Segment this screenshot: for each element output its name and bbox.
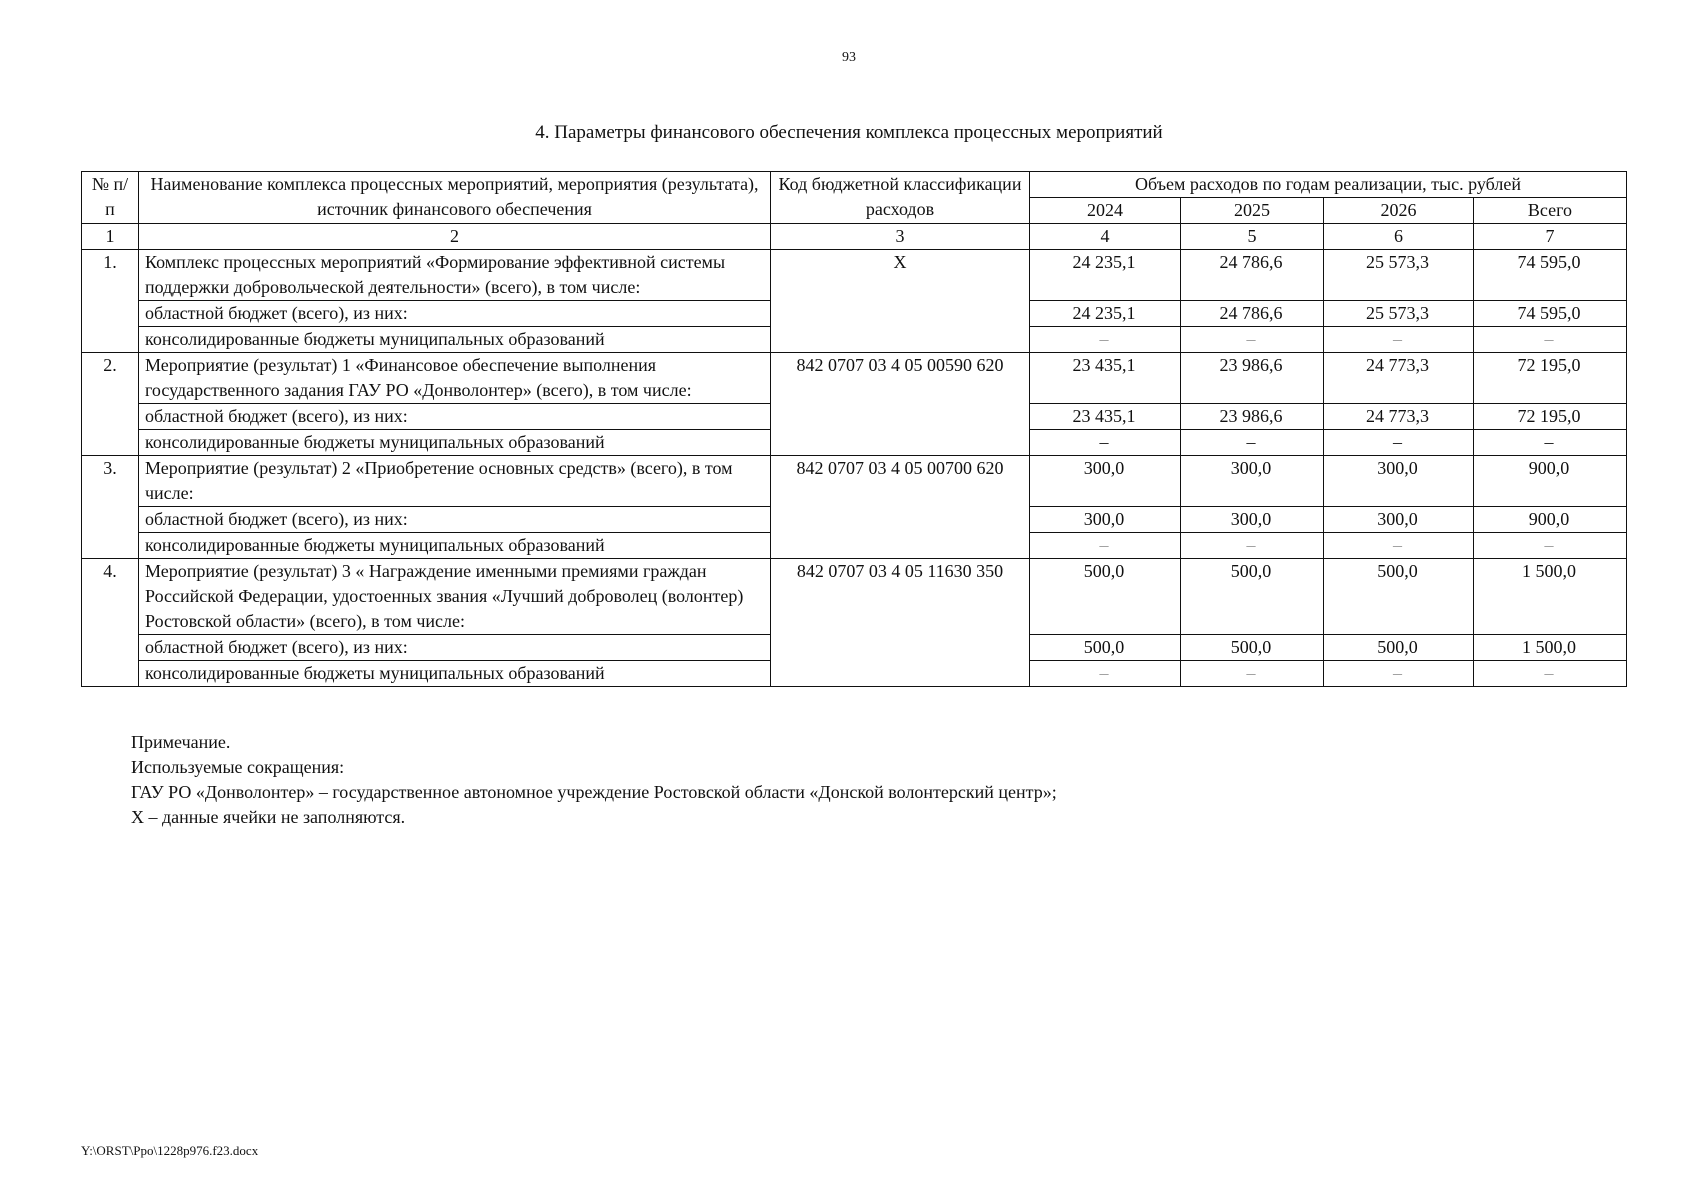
value-2025: – (1181, 661, 1324, 687)
header-year-2026: 2026 (1324, 198, 1474, 224)
notes-heading: Примечание. (131, 732, 231, 752)
section-title: 4. Параметры финансового обеспечения комплекса процессных мероприятий (535, 122, 1163, 143)
col-number: 1 (82, 224, 139, 250)
value-2025: 24 786,6 (1181, 301, 1324, 327)
value-total: 900,0 (1474, 456, 1627, 507)
group-main-row (82, 456, 1627, 507)
value-2025: 23 986,6 (1181, 353, 1324, 404)
row-name: областной бюджет (всего), из них: (139, 404, 771, 430)
header-code: Код бюджетной классификации расходов (771, 172, 1030, 224)
value-2024: 300,0 (1030, 456, 1181, 507)
header-name: Наименование комплекса процессных мероприятий, мероприятия (результата), источник финансового обеспечения (139, 172, 771, 224)
col-number: 7 (1474, 224, 1627, 250)
value-2026: – (1324, 533, 1474, 559)
value-total: – (1474, 661, 1627, 687)
value-2024: 23 435,1 (1030, 404, 1181, 430)
row-name: консолидированные бюджеты муниципальных образований (139, 327, 771, 353)
column-numbers-row (82, 224, 1627, 250)
row-number: 4. (82, 559, 139, 687)
value-2026: 300,0 (1324, 507, 1474, 533)
financial-table (81, 171, 1627, 687)
file-path: Y:\ORST\Ppo\1228p976.f23.docx (81, 1143, 259, 1158)
value-2025: 23 986,6 (1181, 404, 1324, 430)
row-name: Мероприятие (результат) 3 « Награждение именными премиями граждан Российской Федерации, удостоенных звания «Лучший доброволец (волонтер) Ростовской области» (всего), в том числе: (139, 559, 771, 635)
row-name: Мероприятие (результат) 2 «Приобретение основных средств» (всего), в том числе: (139, 456, 771, 507)
col-number: 6 (1324, 224, 1474, 250)
value-2026: 300,0 (1324, 456, 1474, 507)
row-number: 1. (82, 250, 139, 353)
notes (131, 730, 1057, 830)
value-2026: 500,0 (1324, 559, 1474, 635)
row-name: Комплекс процессных мероприятий «Формирование эффективной системы поддержки добровольческой деятельности» (всего), в том числе: (139, 250, 771, 301)
budget-code: 842 0707 03 4 05 00700 620 (771, 456, 1030, 559)
value-2025: – (1181, 430, 1324, 456)
row-number: 3. (82, 456, 139, 559)
value-total: 72 195,0 (1474, 404, 1627, 430)
row-name: консолидированные бюджеты муниципальных образований (139, 430, 771, 456)
page-number: 93 (842, 50, 856, 65)
value-total: 1 500,0 (1474, 635, 1627, 661)
value-2026: – (1324, 430, 1474, 456)
value-2024: – (1030, 661, 1181, 687)
value-2026: 24 773,3 (1324, 353, 1474, 404)
budget-code: 842 0707 03 4 05 00590 620 (771, 353, 1030, 456)
value-2024: – (1030, 327, 1181, 353)
row-name: Мероприятие (результат) 1 «Финансовое обеспечение выполнения государственного задания ГАУ РО «Донволонтер» (всего), в том числе: (139, 353, 771, 404)
value-total: 900,0 (1474, 507, 1627, 533)
col-number: 4 (1030, 224, 1181, 250)
value-2026: 24 773,3 (1324, 404, 1474, 430)
budget-code: 842 0707 03 4 05 11630 350 (771, 559, 1030, 687)
value-2026: – (1324, 327, 1474, 353)
value-2024: 500,0 (1030, 635, 1181, 661)
value-total: – (1474, 533, 1627, 559)
value-total: 74 595,0 (1474, 250, 1627, 301)
budget-code: Х (771, 250, 1030, 353)
value-2026: – (1324, 661, 1474, 687)
row-name: консолидированные бюджеты муниципальных образований (139, 661, 771, 687)
value-2024: 23 435,1 (1030, 353, 1181, 404)
value-2024: 300,0 (1030, 507, 1181, 533)
value-2025: 500,0 (1181, 635, 1324, 661)
value-2026: 25 573,3 (1324, 250, 1474, 301)
group-main-row (82, 559, 1627, 635)
header-num: № п/п (82, 172, 139, 224)
col-number: 2 (139, 224, 771, 250)
row-name: консолидированные бюджеты муниципальных образований (139, 533, 771, 559)
header-year-2024: 2024 (1030, 198, 1181, 224)
row-name: областной бюджет (всего), из них: (139, 635, 771, 661)
row-number: 2. (82, 353, 139, 456)
value-2024: 24 235,1 (1030, 250, 1181, 301)
value-2025: 300,0 (1181, 507, 1324, 533)
col-number: 5 (1181, 224, 1324, 250)
col-number: 3 (771, 224, 1030, 250)
notes-item: Х – данные ячейки не заполняются. (131, 807, 406, 827)
group-main-row (82, 353, 1627, 404)
value-2024: – (1030, 430, 1181, 456)
value-total: – (1474, 327, 1627, 353)
row-name: областной бюджет (всего), из них: (139, 507, 771, 533)
value-2026: 500,0 (1324, 635, 1474, 661)
value-2025: – (1181, 533, 1324, 559)
value-2025: 24 786,6 (1181, 250, 1324, 301)
row-name: областной бюджет (всего), из них: (139, 301, 771, 327)
value-2025: – (1181, 327, 1324, 353)
value-total: 72 195,0 (1474, 353, 1627, 404)
header-total: Всего (1474, 198, 1627, 224)
value-total: 74 595,0 (1474, 301, 1627, 327)
value-2025: 300,0 (1181, 456, 1324, 507)
value-2024: – (1030, 533, 1181, 559)
header-row-1 (82, 172, 1627, 198)
value-total: – (1474, 430, 1627, 456)
value-2025: 500,0 (1181, 559, 1324, 635)
value-2024: 24 235,1 (1030, 301, 1181, 327)
group-main-row (82, 250, 1627, 301)
notes-intro: Используемые сокращения: (131, 757, 345, 777)
value-2026: 25 573,3 (1324, 301, 1474, 327)
notes-item: ГАУ РО «Донволонтер» – государственное автономное учреждение Ростовской области «Донской волонтерский центр»; (131, 782, 1057, 802)
value-total: 1 500,0 (1474, 559, 1627, 635)
header-year-2025: 2025 (1181, 198, 1324, 224)
header-volume: Объем расходов по годам реализации, тыс. рублей (1030, 172, 1627, 198)
value-2024: 500,0 (1030, 559, 1181, 635)
